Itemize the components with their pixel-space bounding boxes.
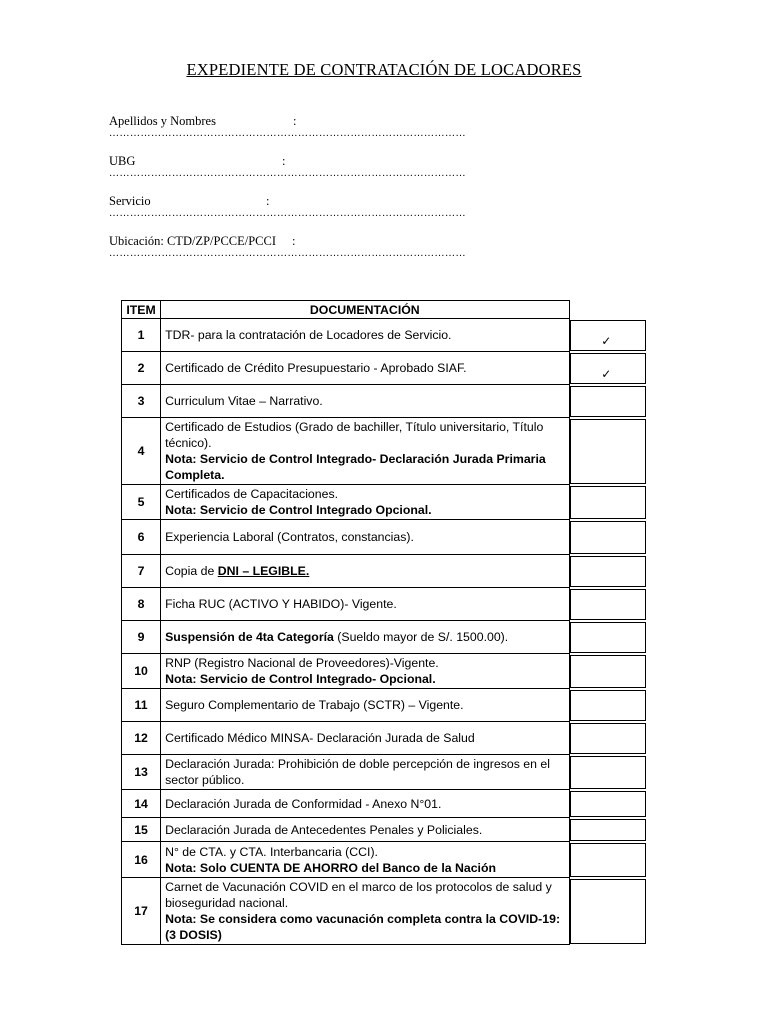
- item-note: Nota: Servicio de Control Integrado Opcional.: [165, 503, 432, 517]
- table-row: [122, 654, 648, 689]
- item-text: Seguro Complementario de Trabajo (SCTR) – Vigente.: [165, 698, 464, 712]
- documentation-table: [121, 300, 647, 945]
- table-row: [122, 790, 648, 818]
- check-cell: [569, 842, 647, 878]
- field-dotted-line[interactable]: …………………………………………………………………………………………: [109, 248, 466, 259]
- checkbox[interactable]: [570, 756, 646, 789]
- item-description: [161, 755, 569, 790]
- checkbox[interactable]: [570, 589, 646, 620]
- item-description: [161, 319, 569, 352]
- check-cell: [569, 588, 647, 621]
- checkbox[interactable]: [570, 622, 646, 653]
- item-text: Certificado de Crédito Presupuestario - Aprobado SIAF.: [165, 361, 467, 375]
- table-row: [122, 418, 648, 485]
- item-note: Nota: Solo CUENTA DE AHORRO del Banco de la Nación: [165, 860, 496, 875]
- item-number: 16: [122, 842, 161, 878]
- item-text: Certificado Médico MINSA- Declaración Jurada de Salud: [165, 731, 475, 745]
- item-text: RNP (Registro Nacional de Proveedores)-Vigente.: [165, 656, 439, 670]
- document-title: EXPEDIENTE DE CONTRATACIÓN DE LOCADORES: [186, 60, 582, 79]
- check-cell: [569, 878, 647, 945]
- item-text: Declaración Jurada de Conformidad - Anexo N°01.: [165, 796, 442, 811]
- check-cell: [569, 654, 647, 689]
- checkbox[interactable]: [570, 819, 646, 841]
- item-bold-text: Suspensión de 4ta Categoría: [165, 630, 334, 644]
- item-description: [161, 842, 569, 878]
- item-number: 14: [122, 790, 161, 818]
- item-text: Copia de: [165, 564, 218, 578]
- item-number: 10: [122, 654, 161, 689]
- field-label: Servicio: [109, 194, 151, 208]
- item-note: Nota: Servicio de Control Integrado- Declaración Jurada Primaria Completa.: [165, 452, 546, 482]
- checkmark-icon: ✓: [601, 333, 612, 348]
- checkbox[interactable]: [570, 879, 646, 944]
- table-header-row: [122, 301, 648, 319]
- check-cell: [569, 485, 647, 520]
- field-label: Ubicación: CTD/ZP/PCCE/PCCI: [109, 234, 277, 248]
- field-colon: :: [282, 154, 286, 168]
- item-description: [161, 621, 569, 654]
- item-note: Nota: Servicio de Control Integrado- Opcional.: [165, 672, 436, 686]
- item-number: 13: [122, 755, 161, 790]
- item-number: 4: [122, 418, 161, 485]
- table-row: [122, 755, 648, 790]
- item-description: [161, 689, 569, 722]
- field-colon: :: [266, 194, 270, 208]
- field-dotted-line[interactable]: …………………………………………………………………………………………: [109, 168, 466, 179]
- checkbox[interactable]: [570, 655, 646, 688]
- item-text: N° de CTA. y CTA. Interbancaria (CCI).: [165, 844, 378, 859]
- item-text: Curriculum Vitae – Narrativo.: [165, 394, 323, 408]
- item-description: [161, 385, 569, 418]
- item-number: 9: [122, 621, 161, 654]
- item-text: Declaración Jurada de Antecedentes Penales y Policiales.: [165, 822, 483, 837]
- table-row: [122, 722, 648, 755]
- checkbox[interactable]: [570, 353, 646, 384]
- check-cell: [569, 418, 647, 485]
- item-number: 7: [122, 555, 161, 588]
- item-description: [161, 878, 569, 945]
- item-text: Ficha RUC (ACTIVO Y HABIDO)- Vigente.: [165, 597, 397, 611]
- item-description: [161, 654, 569, 689]
- item-description: [161, 790, 569, 818]
- check-cell: [569, 319, 647, 352]
- item-description: [161, 722, 569, 755]
- item-description: [161, 418, 569, 485]
- checkbox[interactable]: [570, 556, 646, 587]
- table-row: [122, 520, 648, 555]
- check-cell: [569, 621, 647, 654]
- item-number: 12: [122, 722, 161, 755]
- check-cell: [569, 520, 647, 555]
- check-cell: [569, 352, 647, 385]
- table-row: [122, 352, 648, 385]
- checkbox[interactable]: [570, 320, 646, 351]
- table-row: [122, 689, 648, 722]
- item-text: Carnet de Vacunación COVID en el marco de los protocolos de salud y bioseguridad nacional.: [165, 880, 552, 910]
- form-field: [109, 234, 529, 264]
- form-field: [109, 154, 529, 184]
- check-cell: [569, 555, 647, 588]
- check-cell: [569, 818, 647, 842]
- item-number: 1: [122, 319, 161, 352]
- field-label: Apellidos y Nombres: [109, 114, 216, 128]
- documentation-column-header: DOCUMENTACIÓN: [161, 301, 569, 319]
- checkbox[interactable]: [570, 486, 646, 519]
- form-field: [109, 114, 529, 144]
- table-row: [122, 555, 648, 588]
- check-cell: [569, 790, 647, 818]
- check-cell: [569, 722, 647, 755]
- checkbox[interactable]: [570, 791, 646, 817]
- table-row: [122, 319, 648, 352]
- item-note: Nota: Se considera como vacunación completa contra la COVID-19: (3 DOSIS): [165, 912, 561, 942]
- item-text: (Sueldo mayor de S/. 1500.00).: [333, 630, 509, 644]
- table-row: [122, 385, 648, 418]
- table-row: [122, 842, 648, 878]
- field-colon: :: [292, 234, 296, 248]
- checkmark-icon: ✓: [601, 366, 612, 381]
- item-number: 15: [122, 818, 161, 842]
- item-text: Experiencia Laboral (Contratos, constancias).: [165, 530, 414, 544]
- item-description: [161, 485, 569, 520]
- item-text: TDR- para la contratación de Locadores de Servicio.: [165, 328, 452, 342]
- item-underlined-text: DNI – LEGIBLE.: [217, 564, 310, 578]
- table-row: [122, 588, 648, 621]
- check-cell: [569, 385, 647, 418]
- item-description: [161, 818, 569, 842]
- checkbox[interactable]: [570, 843, 646, 877]
- item-description: [161, 588, 569, 621]
- form-field: [109, 194, 529, 224]
- item-number: 2: [122, 352, 161, 385]
- item-number: 11: [122, 689, 161, 722]
- item-number: 5: [122, 485, 161, 520]
- checkbox[interactable]: [570, 723, 646, 754]
- field-colon: :: [293, 114, 297, 128]
- check-cell: [569, 755, 647, 790]
- item-number: 3: [122, 385, 161, 418]
- item-description: [161, 555, 569, 588]
- checkbox[interactable]: [570, 386, 646, 417]
- item-number: 6: [122, 520, 161, 555]
- checkbox[interactable]: [570, 521, 646, 554]
- check-column-header: [569, 301, 647, 319]
- table-row: [122, 485, 648, 520]
- table-row: [122, 818, 648, 842]
- item-description: [161, 520, 569, 555]
- check-cell: [569, 689, 647, 722]
- item-description: [161, 352, 569, 385]
- item-number: 17: [122, 878, 161, 945]
- field-dotted-line[interactable]: …………………………………………………………………………………………: [109, 208, 466, 219]
- item-number: 8: [122, 588, 161, 621]
- table-row: [122, 878, 648, 945]
- item-text: Certificado de Estudios (Grado de bachiller, Título universitario, Título técnico).: [165, 420, 544, 450]
- checkbox[interactable]: [570, 419, 646, 484]
- field-label: UBG: [109, 154, 136, 168]
- item-column-header: ITEM: [122, 301, 161, 319]
- item-text: Declaración Jurada: Prohibición de doble percepción de ingresos en el sector público.: [165, 757, 550, 787]
- item-text: Certificados de Capacitaciones.: [165, 487, 339, 501]
- field-dotted-line[interactable]: …………………………………………………………………………………………: [109, 128, 466, 139]
- checkbox[interactable]: [570, 690, 646, 721]
- table-row: [122, 621, 648, 654]
